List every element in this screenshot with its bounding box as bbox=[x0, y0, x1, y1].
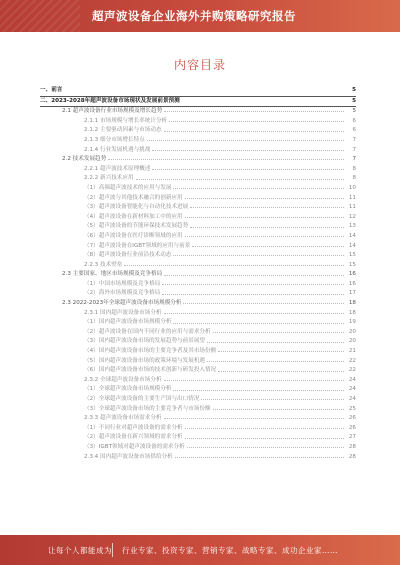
toc-entry-label: （2）超声波与其他技术融合的创新应用 bbox=[84, 194, 183, 201]
toc-entry[interactable] bbox=[40, 357, 356, 367]
header-decoration bbox=[0, 0, 80, 32]
toc-entry-label: （3）国内超声波设备市场的发展趋势与前景展望 bbox=[84, 338, 206, 345]
toc-entry-label: （5）国内超声波设备市场的政策环境与发展机遇 bbox=[84, 357, 206, 364]
toc-entry-label: 2.3.1 国内超声波设备市场分析 bbox=[84, 309, 162, 316]
toc-leader-dots bbox=[175, 457, 344, 458]
toc-entry-label: 2.1.2 主要驱动因素与市场动态 bbox=[84, 127, 162, 134]
toc-leader-dots bbox=[187, 447, 344, 448]
toc-leader-dots bbox=[190, 207, 344, 208]
toc-entry-page: 12 bbox=[348, 213, 356, 220]
header-banner bbox=[0, 0, 400, 32]
toc-entry[interactable] bbox=[40, 318, 356, 328]
toc-entry[interactable] bbox=[40, 309, 356, 319]
toc-leader-dots bbox=[169, 121, 344, 122]
toc-leader-dots bbox=[152, 169, 344, 170]
toc-entry-label: 2.1.1 市场规模与增长率统计分析 bbox=[84, 117, 168, 124]
toc-entry-page: 21 bbox=[348, 348, 356, 355]
toc-entry-label: 2.1 超声波设备行业市场规模及增长趋势 bbox=[62, 108, 163, 115]
toc-entry-page: 20 bbox=[348, 338, 356, 345]
toc-entry-label: 2.3.4 国内超声波设备市场供给分析 bbox=[84, 453, 173, 460]
toc-entry-page: 24 bbox=[348, 386, 356, 393]
toc-entry-label: （4）国内超声波设备市场的主要竞争者及其市场份额 bbox=[84, 348, 217, 355]
toc-entry-label: 2.3 2022-2023年全球超声波设备市场规模分析 bbox=[62, 300, 182, 307]
toc-entry-page: 16 bbox=[348, 271, 356, 278]
toc-entry-page: 17 bbox=[348, 290, 356, 297]
toc-entry-page: 7 bbox=[352, 136, 356, 143]
toc-entry-page: 8 bbox=[352, 165, 356, 172]
toc-entry-page: 16 bbox=[348, 280, 356, 287]
toc-entry[interactable] bbox=[40, 107, 356, 117]
toc-entry[interactable] bbox=[40, 337, 356, 347]
toc-leader-dots bbox=[162, 284, 344, 285]
toc-leader-dots bbox=[173, 188, 344, 189]
toc-leader-dots bbox=[185, 198, 344, 199]
toc-entry[interactable] bbox=[40, 366, 356, 376]
toc-entry-label: （2）超声波设备在新兴领域的需求分析 bbox=[84, 434, 183, 441]
toc-entry[interactable] bbox=[40, 299, 356, 309]
toc-entry[interactable] bbox=[40, 184, 356, 194]
toc-entry-label: （4）超声波设备在新材料加工中的应用 bbox=[84, 213, 183, 220]
toc-leader-dots bbox=[173, 390, 344, 391]
toc-entry-label: （2）海外市场规模及竞争格局 bbox=[84, 290, 161, 297]
toc-entry-page: 22 bbox=[348, 367, 356, 374]
toc-leader-dots bbox=[108, 159, 344, 160]
toc-entry-page: 28 bbox=[348, 443, 356, 450]
toc-entry[interactable] bbox=[40, 213, 356, 223]
toc-entry-label: （1）全球超声波设备市场规模分析 bbox=[84, 386, 172, 393]
toc-entry[interactable] bbox=[40, 222, 356, 232]
toc-leader-dots bbox=[218, 351, 344, 352]
toc-entry-page: 20 bbox=[348, 328, 356, 335]
toc-entry-page: 6 bbox=[352, 127, 356, 134]
toc-leader-dots bbox=[218, 371, 344, 372]
toc-entry[interactable] bbox=[40, 376, 356, 386]
toc-entry-label: （3）IGBT领域对超声波设备的需求分析 bbox=[84, 443, 185, 450]
toc-entry[interactable] bbox=[40, 126, 356, 136]
toc-entry[interactable] bbox=[40, 280, 356, 290]
toc-entry-page: 6 bbox=[352, 117, 356, 124]
toc-entry-label: （5）超声波设备的节能环保技术发展趋势 bbox=[84, 223, 189, 230]
toc-entry-label: （1）不同行业对超声波设备的需求分析 bbox=[84, 424, 183, 431]
toc-leader-dots bbox=[185, 217, 344, 218]
toc-entry[interactable] bbox=[40, 232, 356, 242]
toc-entry-label: （3）全球超声波设备市场的主要竞争者与市场份额 bbox=[84, 405, 211, 412]
toc-entry-page: 13 bbox=[348, 223, 356, 230]
toc-entry-page: 15 bbox=[348, 252, 356, 259]
toc-entry-label: （6）国内超声波设备市场的技术创新与研发投入情况 bbox=[84, 367, 217, 374]
toc-leader-dots bbox=[152, 150, 344, 151]
toc-entry-page: 14 bbox=[348, 232, 356, 239]
toc-entry-label: （1）高频超声波技术的应用与发展 bbox=[84, 184, 172, 191]
toc-entry[interactable] bbox=[40, 261, 356, 271]
footer-divider bbox=[112, 543, 113, 557]
toc-entry-page: 15 bbox=[348, 261, 356, 268]
toc-entry-page: 18 bbox=[348, 300, 356, 307]
toc-entry[interactable] bbox=[40, 174, 356, 184]
toc-entry[interactable] bbox=[40, 414, 356, 424]
toc-entry[interactable] bbox=[40, 405, 356, 415]
toc-entry-page: 18 bbox=[348, 309, 356, 316]
toc-entry-page: 10 bbox=[348, 184, 356, 191]
toc-leader-dots bbox=[173, 323, 344, 324]
toc-entry-page: 5 bbox=[352, 87, 356, 93]
toc-entry-label: 2.2.3 技术壁垒 bbox=[84, 261, 123, 268]
toc-entry[interactable] bbox=[40, 117, 356, 127]
toc-entry-label: 2.3.2 全球超声波设备市场分析 bbox=[84, 376, 162, 383]
toc-entry[interactable] bbox=[40, 328, 356, 338]
toc-entry-label: （7）超声波设备在IGBT领域的应用与前景 bbox=[84, 242, 191, 249]
toc-entry[interactable] bbox=[40, 136, 356, 146]
toc-entry-page: 8 bbox=[352, 175, 356, 182]
report-title: 超声波设备企业海外并购策略研究报告 bbox=[92, 9, 296, 23]
toc-entry-page: 26 bbox=[348, 424, 356, 431]
toc-entry-label: （1）中国市场规模及竞争格局 bbox=[84, 280, 161, 287]
toc-leader-dots bbox=[164, 131, 344, 132]
toc-leader-dots bbox=[213, 332, 344, 333]
toc-entry-label: （8）超声波设备行业前沿技术动态 bbox=[84, 252, 172, 259]
toc-leader-dots bbox=[147, 140, 344, 141]
toc-entry[interactable] bbox=[40, 251, 356, 261]
toc-entry-label: 2.2 技术发展趋势 bbox=[62, 156, 107, 163]
toc-entry-label: 2.1.4 行业发展机遇与挑战 bbox=[84, 146, 151, 153]
toc-entry[interactable] bbox=[40, 155, 356, 165]
toc-entry-label: （1）国内超声波设备市场规模分析 bbox=[84, 319, 172, 326]
toc-leader-dots bbox=[173, 255, 344, 256]
toc-entry[interactable] bbox=[40, 203, 356, 213]
toc-entry[interactable] bbox=[40, 347, 356, 357]
toc-entry[interactable] bbox=[40, 242, 356, 252]
toc-entry-page: 27 bbox=[348, 434, 356, 441]
toc-leader-dots bbox=[190, 227, 344, 228]
toc-leader-dots bbox=[207, 361, 344, 362]
toc-entry-label: （3）超声波设备智能化与自动化技术进展 bbox=[84, 204, 189, 211]
toc-leader-dots bbox=[124, 265, 344, 266]
toc-entry-label: 2.2.2 新兴技术应用 bbox=[84, 175, 134, 182]
toc-leader-dots bbox=[164, 111, 344, 112]
toc-entry-page: 25 bbox=[348, 405, 356, 412]
toc-leader-dots bbox=[164, 380, 344, 381]
toc-entry[interactable] bbox=[40, 165, 356, 175]
toc-entry-page: 11 bbox=[348, 194, 356, 201]
toc-entry-page: 19 bbox=[348, 319, 356, 326]
toc-leader-dots bbox=[185, 428, 344, 429]
toc-entry-label: 二、2023-2028年超声波设备市场现状及发展前景预测 bbox=[40, 97, 180, 104]
toc-entry[interactable] bbox=[40, 97, 356, 108]
toc-entry-page: 28 bbox=[348, 453, 356, 460]
toc-entry-page: 26 bbox=[348, 415, 356, 422]
toc-entry[interactable] bbox=[40, 270, 356, 280]
footer-slogan: 让每个人都能成为 bbox=[48, 546, 112, 555]
table-of-contents bbox=[40, 86, 356, 462]
toc-entry-page: 11 bbox=[348, 204, 356, 211]
toc-entry-page: 7 bbox=[352, 156, 356, 163]
toc-entry[interactable] bbox=[40, 424, 356, 434]
footer-banner bbox=[0, 535, 400, 565]
toc-entry-label: （6）超声波设备在医疗诊断领域的应用 bbox=[84, 232, 183, 239]
toc-leader-dots bbox=[207, 342, 344, 343]
toc-entry-label: 2.1.3 细分市场增长特点 bbox=[84, 136, 145, 143]
toc-leader-dots bbox=[162, 294, 344, 295]
toc-entry[interactable] bbox=[40, 453, 356, 463]
toc-entry-label: 2.2.1 超声波技术原理概述 bbox=[84, 165, 151, 172]
toc-leader-dots bbox=[213, 409, 344, 410]
toc-entry-page: 22 bbox=[348, 357, 356, 364]
toc-entry-page: 24 bbox=[348, 396, 356, 402]
toc-leader-dots bbox=[185, 236, 344, 237]
toc-leader-dots bbox=[136, 179, 344, 180]
toc-entry[interactable] bbox=[40, 433, 356, 443]
toc-entry[interactable] bbox=[40, 146, 356, 156]
toc-entry-page: 14 bbox=[348, 242, 356, 249]
toc-leader-dots bbox=[185, 438, 344, 439]
toc-leader-dots bbox=[183, 303, 344, 304]
toc-entry-label: （2）超声波设备在国内不同行业的应用与需求分析 bbox=[84, 328, 211, 335]
toc-entry[interactable] bbox=[40, 385, 356, 395]
toc-leader-dots bbox=[164, 275, 344, 276]
toc-entry-label: （2）全球超声波设备的主要生产国与出口情况 bbox=[84, 396, 200, 402]
toc-entry[interactable] bbox=[40, 194, 356, 204]
toc-leader-dots bbox=[164, 418, 344, 419]
toc-entry-page: 5 bbox=[352, 108, 356, 115]
toc-entry-page: 24 bbox=[348, 376, 356, 383]
toc-entry-label: 2.3 主要国家、地区市场规模及竞争格局 bbox=[62, 271, 163, 278]
toc-leader-dots bbox=[192, 246, 344, 247]
toc-entry-label: 一、前言 bbox=[40, 87, 63, 93]
toc-leader-dots bbox=[201, 399, 344, 400]
toc-leader-dots bbox=[164, 313, 344, 314]
toc-entry[interactable] bbox=[40, 395, 356, 405]
toc-entry[interactable] bbox=[40, 86, 356, 97]
toc-entry-page: 7 bbox=[352, 146, 356, 153]
toc-entry-label: 2.3.3 超声波设备市场需求分析 bbox=[84, 415, 162, 422]
footer-tagline: 行业专家、投资专家、营销专家、战略专家、成功企业家…… bbox=[122, 546, 338, 555]
toc-entry-page: 5 bbox=[352, 97, 356, 104]
toc-entry[interactable] bbox=[40, 289, 356, 299]
toc-entry[interactable] bbox=[40, 443, 356, 453]
toc-title: 内容目录 bbox=[173, 58, 226, 72]
